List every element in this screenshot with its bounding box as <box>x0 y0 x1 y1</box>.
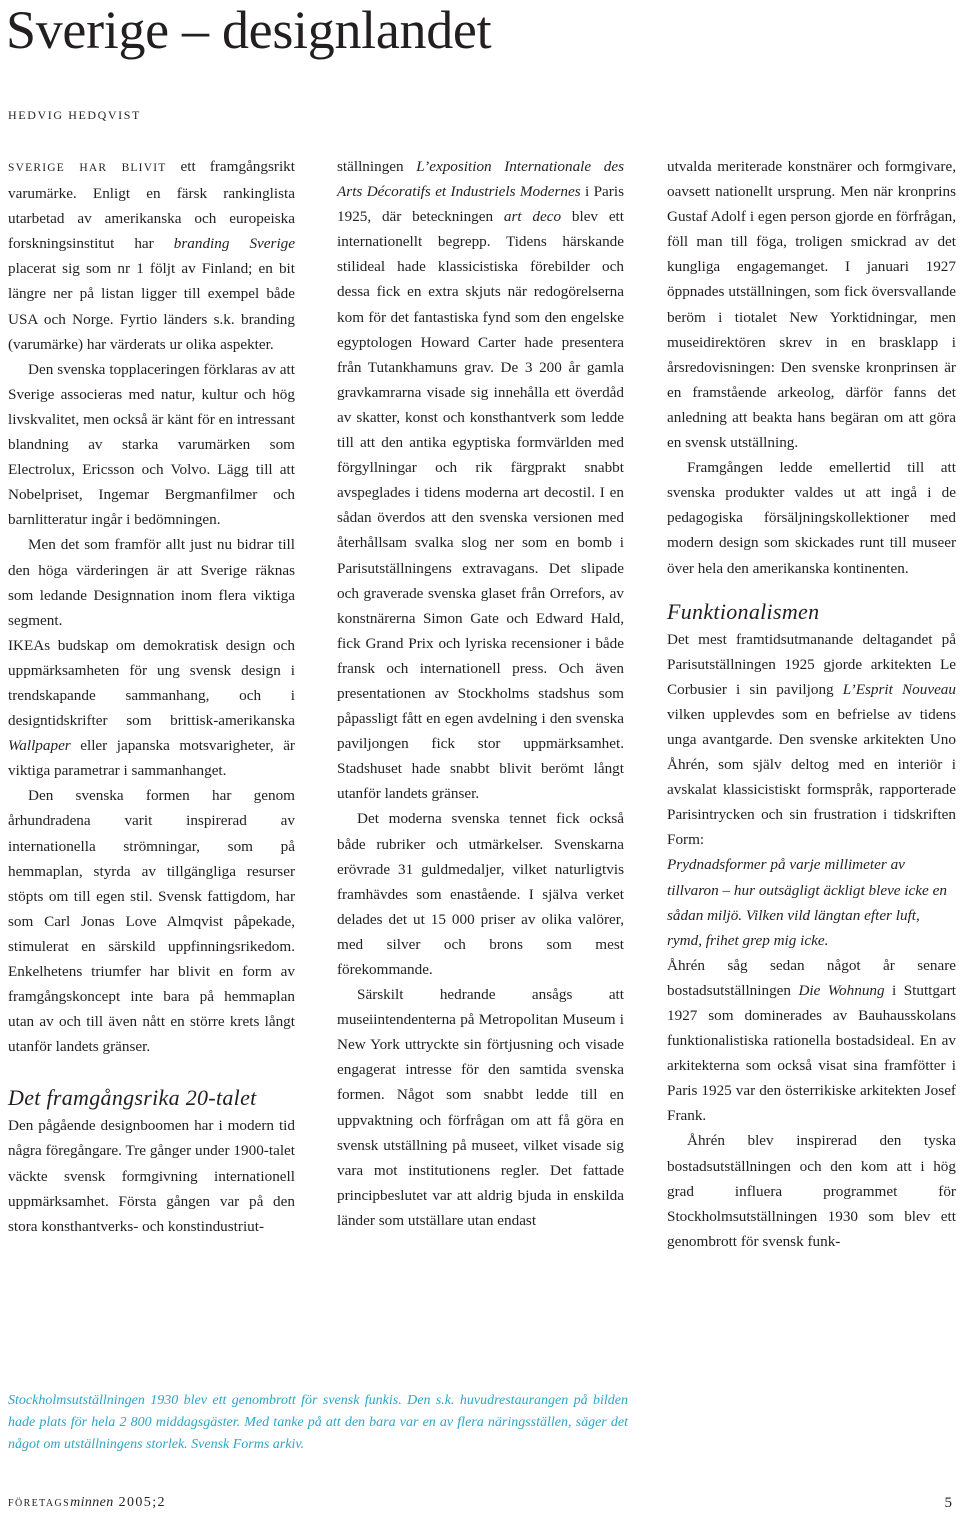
column-3 <box>667 154 956 1254</box>
paragraph: Åhrén blev inspirerad den tyska bostadsutställningen och den kom att i hög grad influera programmet för Stockholmsutställningen 1930 som blev ett genombrott för svensk funk- <box>667 1132 956 1250</box>
text-run: vilken upplevdes som en befrielse av tidens unga avantgarde. Den svenske arkitekten Uno Åhrén, som själv deltog med en interiör i avskalat klassicistiskt formspråk, rapporterade Parisintrycken och sin frustration i tidskriften Form: <box>667 705 956 849</box>
brand-name-italic: minnen <box>70 1495 114 1510</box>
italic-run: L’exposition Internationale des Arts Décoratifs et Industriels Modernes <box>337 158 624 201</box>
italic-run: branding Sverige <box>173 235 295 253</box>
lead-in: SVERIGE HAR BLIVIT <box>8 162 167 174</box>
column-2 <box>337 154 624 1233</box>
paragraph: Det moderna svenska tennet fick också både rubriker och utmärkelser. Svenskarna erövrade 31 guldmedaljer, vilket naturligtvis framhävdes som enastående. I själva verket delades det ut 15 000 priser av olika valörer, med silver och brons som mest förekommande. <box>337 810 624 978</box>
paragraph: utvalda meriterade konstnärer och formgivare, oavsett nationellt ursprung. Men när kronprins Gustaf Adolf i egen person gjorde en förfrågan, föll man till föga, troligen smickrad av det kungliga engagemanget. I januari 1927 öppnades utställningen, som fick översvallande beröm i tiotalet New Yorktidningar, men museidirektören skrev in en brasklapp i årsredovisningen: Den svenske kronprinsen är en framstående arkeolog, därför fanns det anledning att beakta hans begäran om att göra en svensk utställning. <box>667 158 956 452</box>
italic-run: Die Wohnung <box>798 981 885 999</box>
text-run: i Stuttgart 1927 som dominerades av Bauhausskolans funktionalistiska rationella bostadsideal. En av arkitekterna som också visat sina framfötter i Paris 1925 var den österrikiske arkitekten Josef Frank. <box>667 981 956 1125</box>
text-run: i Paris 1925, där beteckningen <box>337 183 624 226</box>
paragraph: Den pågående designboomen har i modern tid några föregångare. Tre gånger under 1900-talet väckte svensk formgivning internationell uppmärksamhet. Första gången var på den stora konsthantverks- och konstindustriut- <box>8 1117 295 1235</box>
italic-run: L’Esprit Nouveau <box>842 680 956 698</box>
article-title: Sverige – designlandet <box>6 0 492 60</box>
paragraph <box>337 154 624 806</box>
text-run: ett framgångsrikt varumärke. Enligt en färsk rankinglista utarbetad av amerikanska och europeiska forskningsinstitut har <box>8 158 295 253</box>
section-heading: Funktionalismen <box>667 598 820 624</box>
block-quote: Prydnadsformer på varje millimeter av tillvaron – hur outsägligt äckligt bleve icke en sådan miljö. Vilken vild längtan efter luft, rymd, frihet grep mig icke. <box>667 856 947 949</box>
paragraph: Framgången ledde emellertid till att svenska produkter valdes ut att ingå i de pedagogiska försäljningskollektioner med modern design som skickades runt till museer över hela den amerikanska kontinenten. <box>667 459 956 577</box>
text-run: Det mest framtidsutmanande deltagandet på Parisutställningen 1925 gjorde arkitekten Le Corbusier i sin paviljong <box>667 630 956 698</box>
brand-name: företags <box>8 1495 71 1510</box>
publication-footer <box>8 1495 166 1511</box>
paragraph <box>667 627 956 853</box>
photo-caption: Stockholmsutställningen 1930 blev ett genombrott för svensk funkis. Den s.k. huvudrestaurangen på bilden hade plats för hela 2 800 middagsgäster. Med tanke på att den bara var en av flera näringsställen, säger det något om utställningens storlek. Svensk Forms arkiv. <box>8 1393 628 1452</box>
author-byline: HEDVIG HEDQVIST <box>8 108 141 122</box>
paragraph <box>8 154 295 357</box>
paragraph: Den svenska topplaceringen förklaras av att Sverige associeras med natur, kultur och hög livskvalitet, men också är känt för en intressant blandning av starka varumärken som Electrolux, Ericsson och Volvo. Lägg till att Nobelpriset, Ingemar Bergmanfilmer och barnlitteratur ingår i bedömningen. <box>8 360 295 529</box>
italic-run: art deco <box>503 208 562 226</box>
paragraph <box>667 953 956 1129</box>
text-run: IKEAs budskap om demokratisk design och uppmärksamheten för ung svensk design i trendskapande sammanhang, och i designtidskrifter som brittisk-amerikanska <box>8 636 295 730</box>
paragraph: Den svenska formen har genom århundradena varit inspirerad av internationella strömningar, som på hemmaplan, styrda av tillgängliga resurser stöpts om till egen stil. Svensk fattigdom, har som Carl Jonas Love Almqvist påpekade, stimulerat en särskild uppfinningsrikedom. Enkelhetens triumfer har blivit en form av framgångskoncept inte bara på hemmaplan utan av och till även nått en större krets långt utanför landets gränser. <box>8 787 295 1056</box>
italic-run: Wallpaper <box>8 737 71 755</box>
text-run: blev ett internationellt begrepp. Tidens härskande stilideal hade klassicistiska förebilder och dessa fick en extra skjuts när redogörelserna kom för det fantastiska fynd som den engelske egyptologen Howard Carter hade presentera från Tutankhamuns grav. De 3 200 år gamla gravkamrarna visade sig innehålla ett överdåd av skatter, konst och konsthantverk som ledde till att den antika egyptiska formvärlden med förgyllningar och rik färgprakt snabbt avspeglades i tidens moderna art decostil. I en sådan överdos att den svenska versionen med återhållsam svalka slog ner som en bomb i Parisutställningens extravagans. Det slipade och graverade svenska glaset från Orrefors, av konstnärerna Simon Gate och Edward Hald, fick Grand Prix och lyriska recensioner i både fransk och internationell press. Och även presentationen av Stockholms stadshus som påpassligt fått en egen avdelning i den svenska paviljongen fick stor uppmärksamhet. Stadshuset hade snabbt blivit berömt långt utanför landets gränser. <box>337 208 624 803</box>
issue-number: 2005;2 <box>113 1495 166 1510</box>
paragraph <box>8 633 295 784</box>
paragraph: Särskilt hedrande ansågs att museiintendenterna på Metropolitan Museum i New York uttryckte sin förtjusning och visade engagerat intresse för den samtida svenska formen. Något som snabbt ledde till en uppvaktning och förfrågan om att få göra en svensk utställning på museet, vilket visade sig vara mot institutionens regler. Det fattade principbeslutet var att aldrig bjuda in enskilda länder som utställare utan endast <box>337 986 624 1229</box>
section-heading: Det framgångsrika 20-talet <box>8 1085 257 1111</box>
text-run: placerat sig som nr 1 följt av Finland; en bit längre ner på listan ligger till exempel både USA och Norge. Fyrtio länders s.k. branding (varumärke) har värderats ur olika aspekter. <box>8 260 295 353</box>
text-run: Åhrén såg sedan något år senare bostadsutställningen <box>667 956 956 999</box>
column-1 <box>8 154 295 1239</box>
paragraph: Men det som framför allt just nu bidrar till den höga värderingen är att Sverige räknas som ledande Designnation inom flera viktiga segment. <box>8 536 295 629</box>
page-number: 5 <box>944 1495 952 1511</box>
text-run: ställningen <box>337 158 417 175</box>
text-run: eller japanska motsvarigheter, är viktiga parametrar i sammanhanget. <box>8 737 295 780</box>
